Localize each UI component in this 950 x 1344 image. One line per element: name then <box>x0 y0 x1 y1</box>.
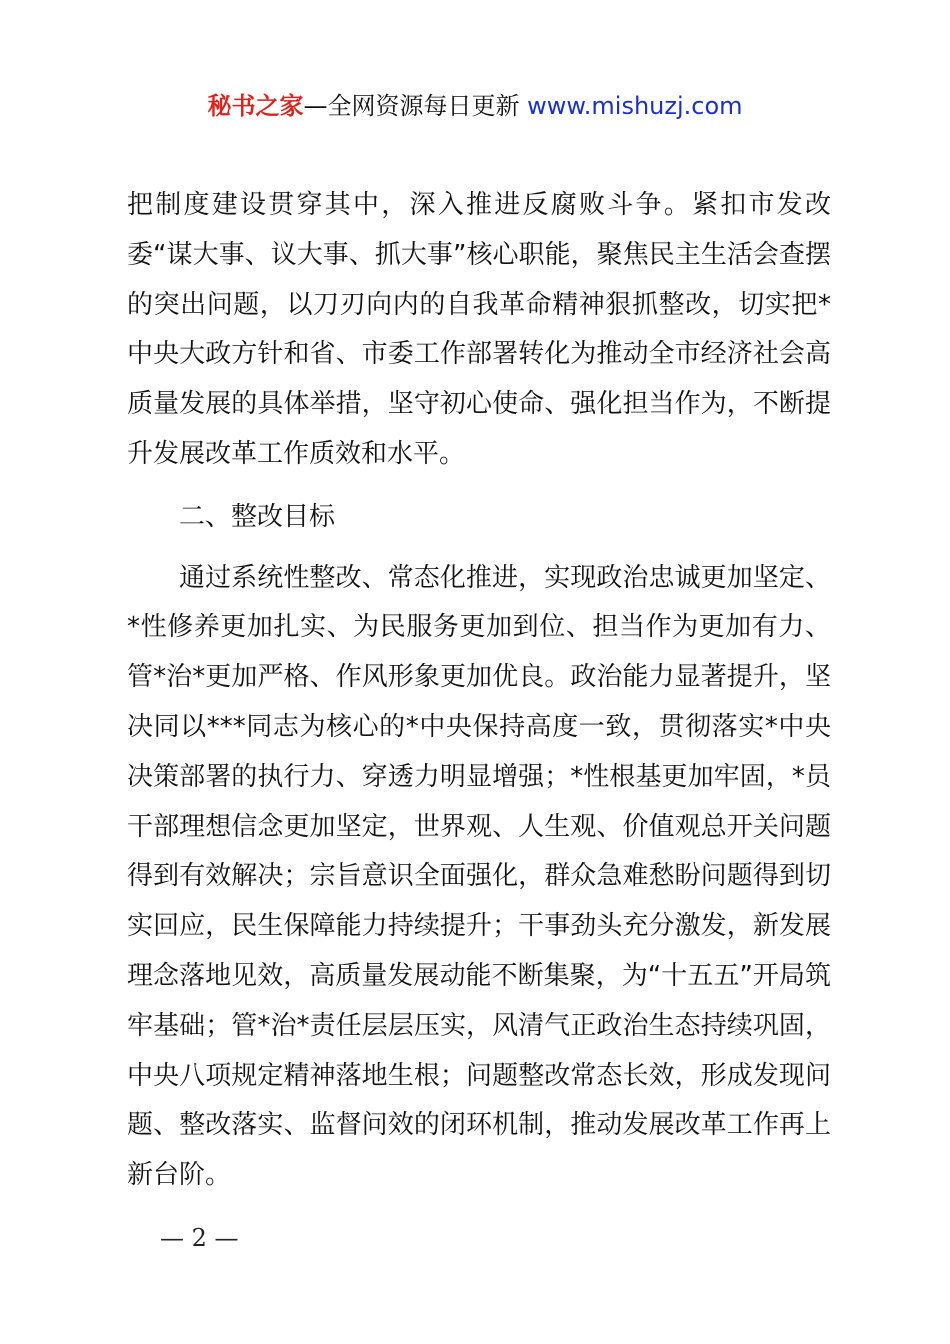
paragraph-goals: 通过系统性整改、常态化推进，实现政治忠诚更加坚定、*性修养更加扎实、为民服务更加到位、担当作为更加有力、管*治*更加严格、作风形象更加优良。政治能力显著提升，坚决同以***同志为核心的*中央保持高度一致，贯彻落实*中央决策部署的执行力、穿透力明显增强；*性根基更加牢固，*员干部理想信念更加坚定，世界观、人生观、价值观总开关问题得到有效解决；宗旨意识全面强化，群众急难愁盼问题得到切实回应，民生保障能力持续提升；干事劲头充分激发，新发展理念落地见效，高质量发展动能不断集聚，为“十五五”开局筑牢基础；管*治*责任层层压实，风清气正政治生态持续巩固，中央八项规定精神落地生根；问题整改常态长效，形成发现问题、整改落实、监督问效的闭环机制，推动发展改革工作再上新台阶。 <box>127 562 831 1191</box>
document-body <box>127 181 831 1201</box>
section-heading: 二、整改目标 <box>179 501 336 532</box>
site-name: 秘书之家 <box>207 92 304 120</box>
site-tagline: —全网资源每日更新 <box>303 92 528 120</box>
site-url-link[interactable]: www.mishuzj.com <box>527 92 743 120</box>
page-number: — 2 — <box>160 1224 239 1252</box>
paragraph-continuation: 把制度建设贯穿其中，深入推进反腐败斗争。紧扣市发改委“谋大事、议大事、抓大事”核心职能，聚焦民主生活会查摆的突出问题，以刀刃向内的自我革命精神狠抓整改，切实把*中央大政方针和省、市委工作部署转化为推动全市经济社会高质量发展的具体举措，坚守初心使命、强化担当作为，不断提升发展改革工作质效和水平。 <box>127 190 831 469</box>
page-header <box>0 86 950 126</box>
